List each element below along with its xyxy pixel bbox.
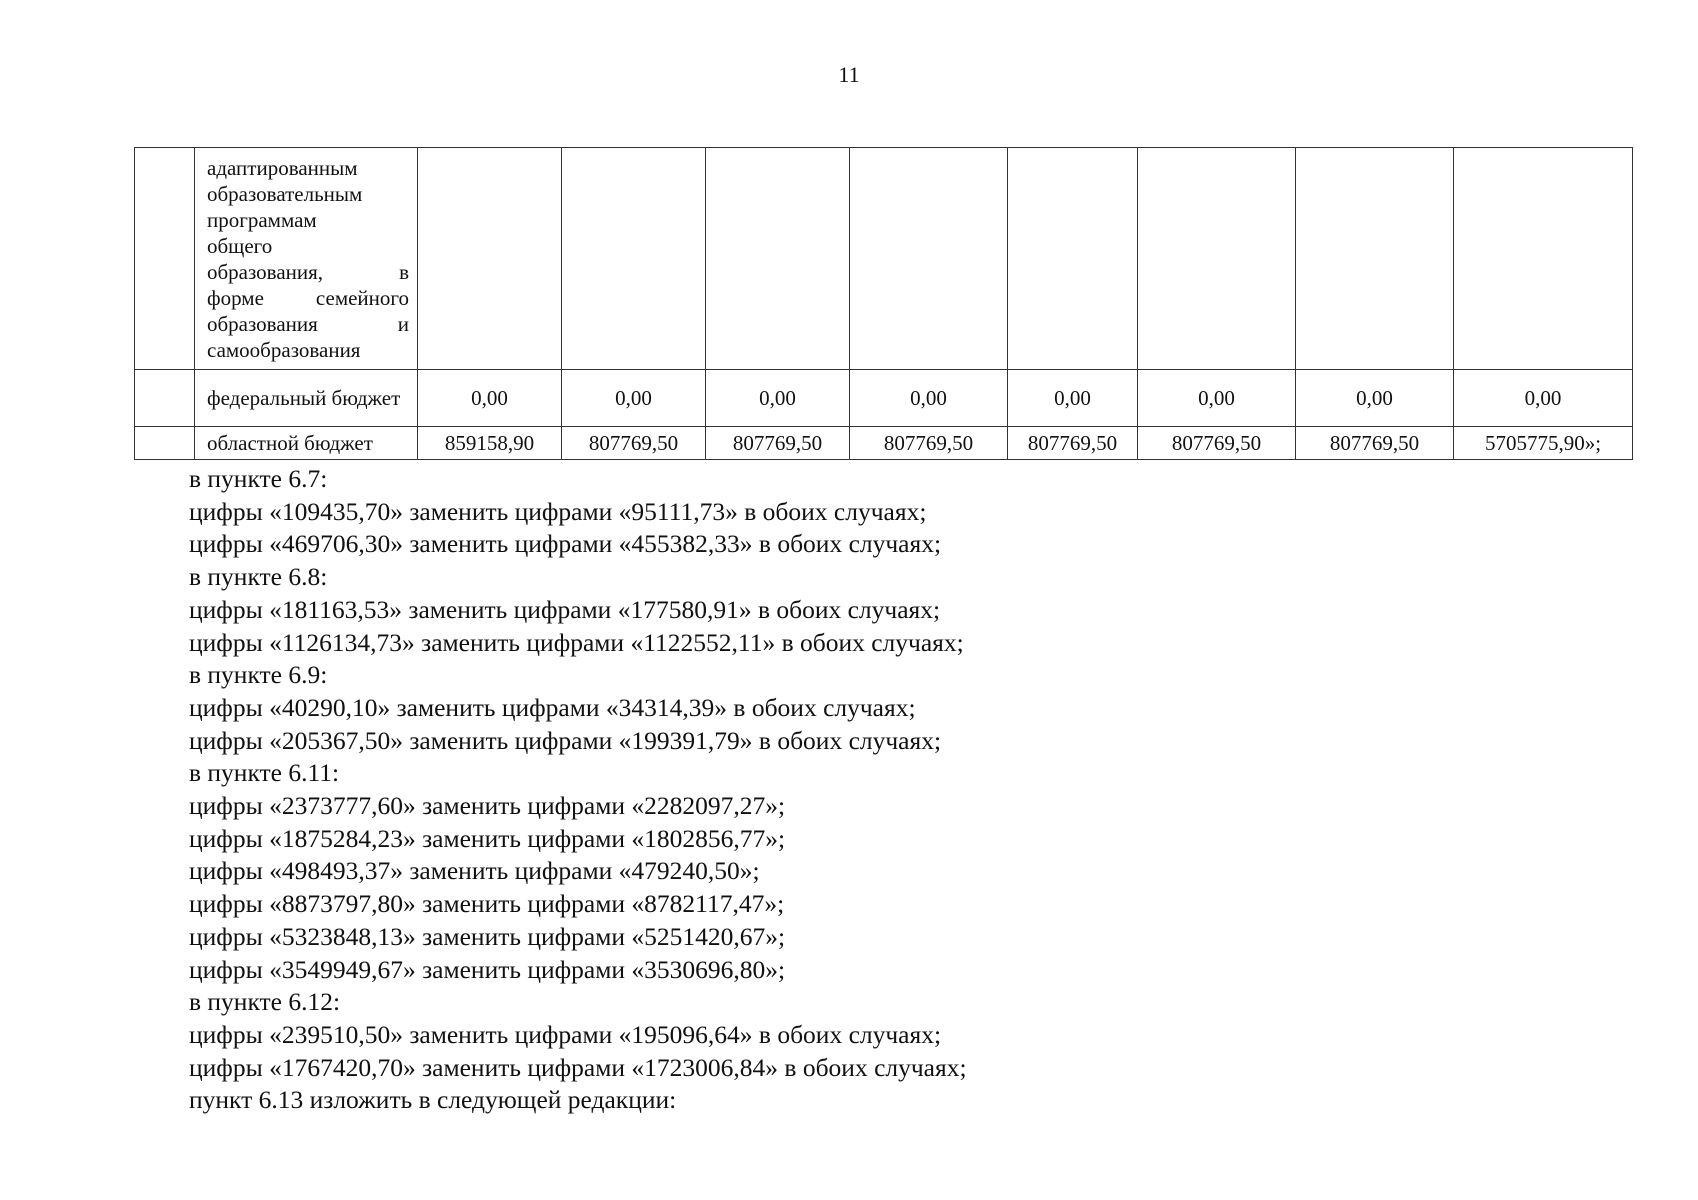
table-cell-empty (1296, 148, 1454, 370)
table-cell-value: 807769,50 (1296, 427, 1454, 460)
text-line: цифры «239510,50» заменить цифрами «195096,64» в обоих случаях; (189, 1019, 942, 1049)
text-line: цифры «469706,30» заменить цифрами «455382,33» в обоих случаях; (189, 529, 942, 559)
description-line: программам (207, 207, 317, 232)
table-cell-value: 0,00 (562, 370, 706, 427)
text-line: в пункте 6.12: (189, 987, 341, 1017)
table-cell-value: 5705775,90»; (1454, 427, 1633, 460)
description-line: образовательным (207, 181, 363, 206)
table-cell-empty (135, 148, 195, 370)
table-cell-value: 0,00 (1138, 370, 1296, 427)
table-cell-empty (562, 148, 706, 370)
table-cell-value: 859158,90 (418, 427, 562, 460)
description-line: форме семейного (207, 285, 409, 310)
text-line: цифры «1126134,73» заменить цифрами «1122552,11» в обоих случаях; (189, 627, 964, 657)
table-cell-value: 807769,50 (1138, 427, 1296, 460)
table-cell-value: 807769,50 (706, 427, 850, 460)
description-line: адаптированным (207, 155, 358, 180)
table-cell-value: 807769,50 (850, 427, 1008, 460)
description-line: общего (207, 233, 273, 258)
text-line: цифры «1767420,70» заменить цифрами «1723006,84» в обоих случаях; (189, 1052, 967, 1082)
table-cell-label: федеральный бюджет (195, 370, 418, 427)
budget-table (134, 147, 1633, 460)
table-cell-value: 0,00 (1454, 370, 1633, 427)
description-line: образования, в (207, 259, 409, 284)
table-cell-empty (135, 370, 195, 427)
table-cell-empty (1138, 148, 1296, 370)
text-line: цифры «205367,50» заменить цифрами «199391,79» в обоих случаях; (189, 725, 942, 755)
description-line: самообразования (207, 337, 361, 362)
text-line: цифры «1875284,23» заменить цифрами «1802856,77»; (189, 823, 786, 853)
text-line: цифры «5323848,13» заменить цифрами «5251420,67»; (189, 921, 786, 951)
table-cell-empty (850, 148, 1008, 370)
table-cell-description (195, 148, 418, 370)
table-cell-label: областной бюджет (195, 427, 418, 460)
page-number: 11 (838, 62, 860, 87)
text-line: цифры «181163,53» заменить цифрами «177580,91» в обоих случаях; (189, 594, 941, 624)
table-cell-empty (418, 148, 562, 370)
table-cell-value: 0,00 (850, 370, 1008, 427)
table-cell-empty (706, 148, 850, 370)
text-line: цифры «40290,10» заменить цифрами «34314,39» в обоих случаях; (189, 692, 916, 722)
text-line: цифры «3549949,67» заменить цифрами «3530696,80»; (189, 954, 786, 984)
table-cell-value: 807769,50 (562, 427, 706, 460)
text-line: в пункте 6.9: (189, 660, 328, 690)
text-line: цифры «8873797,80» заменить цифрами «8782117,47»; (189, 889, 785, 919)
table-cell-value: 0,00 (1296, 370, 1454, 427)
table-cell-empty (1008, 148, 1138, 370)
text-line: в пункте 6.7: (189, 464, 328, 493)
table-cell-value: 807769,50 (1008, 427, 1138, 460)
amendments-text (189, 463, 967, 1117)
text-line: пункт 6.13 изложить в следующей редакции: (189, 1085, 677, 1115)
description-line: образования и (207, 311, 409, 336)
table-row-federal-budget (135, 370, 1633, 427)
table-cell-empty (1454, 148, 1633, 370)
table-row-regional-budget (135, 427, 1633, 460)
text-line: в пункте 6.11: (189, 758, 340, 788)
text-line: в пункте 6.8: (189, 562, 328, 592)
text-line: цифры «109435,70» заменить цифрами «95111,73» в обоих случаях; (189, 496, 927, 526)
table-cell-value: 0,00 (706, 370, 850, 427)
table-cell-value: 0,00 (1008, 370, 1138, 427)
table-row-description (135, 148, 1633, 370)
text-line: цифры «498493,37» заменить цифрами «479240,50»; (189, 856, 760, 886)
table-cell-value: 0,00 (418, 370, 562, 427)
text-line: цифры «2373777,60» заменить цифрами «2282097,27»; (189, 791, 786, 821)
table-cell-empty (135, 427, 195, 460)
